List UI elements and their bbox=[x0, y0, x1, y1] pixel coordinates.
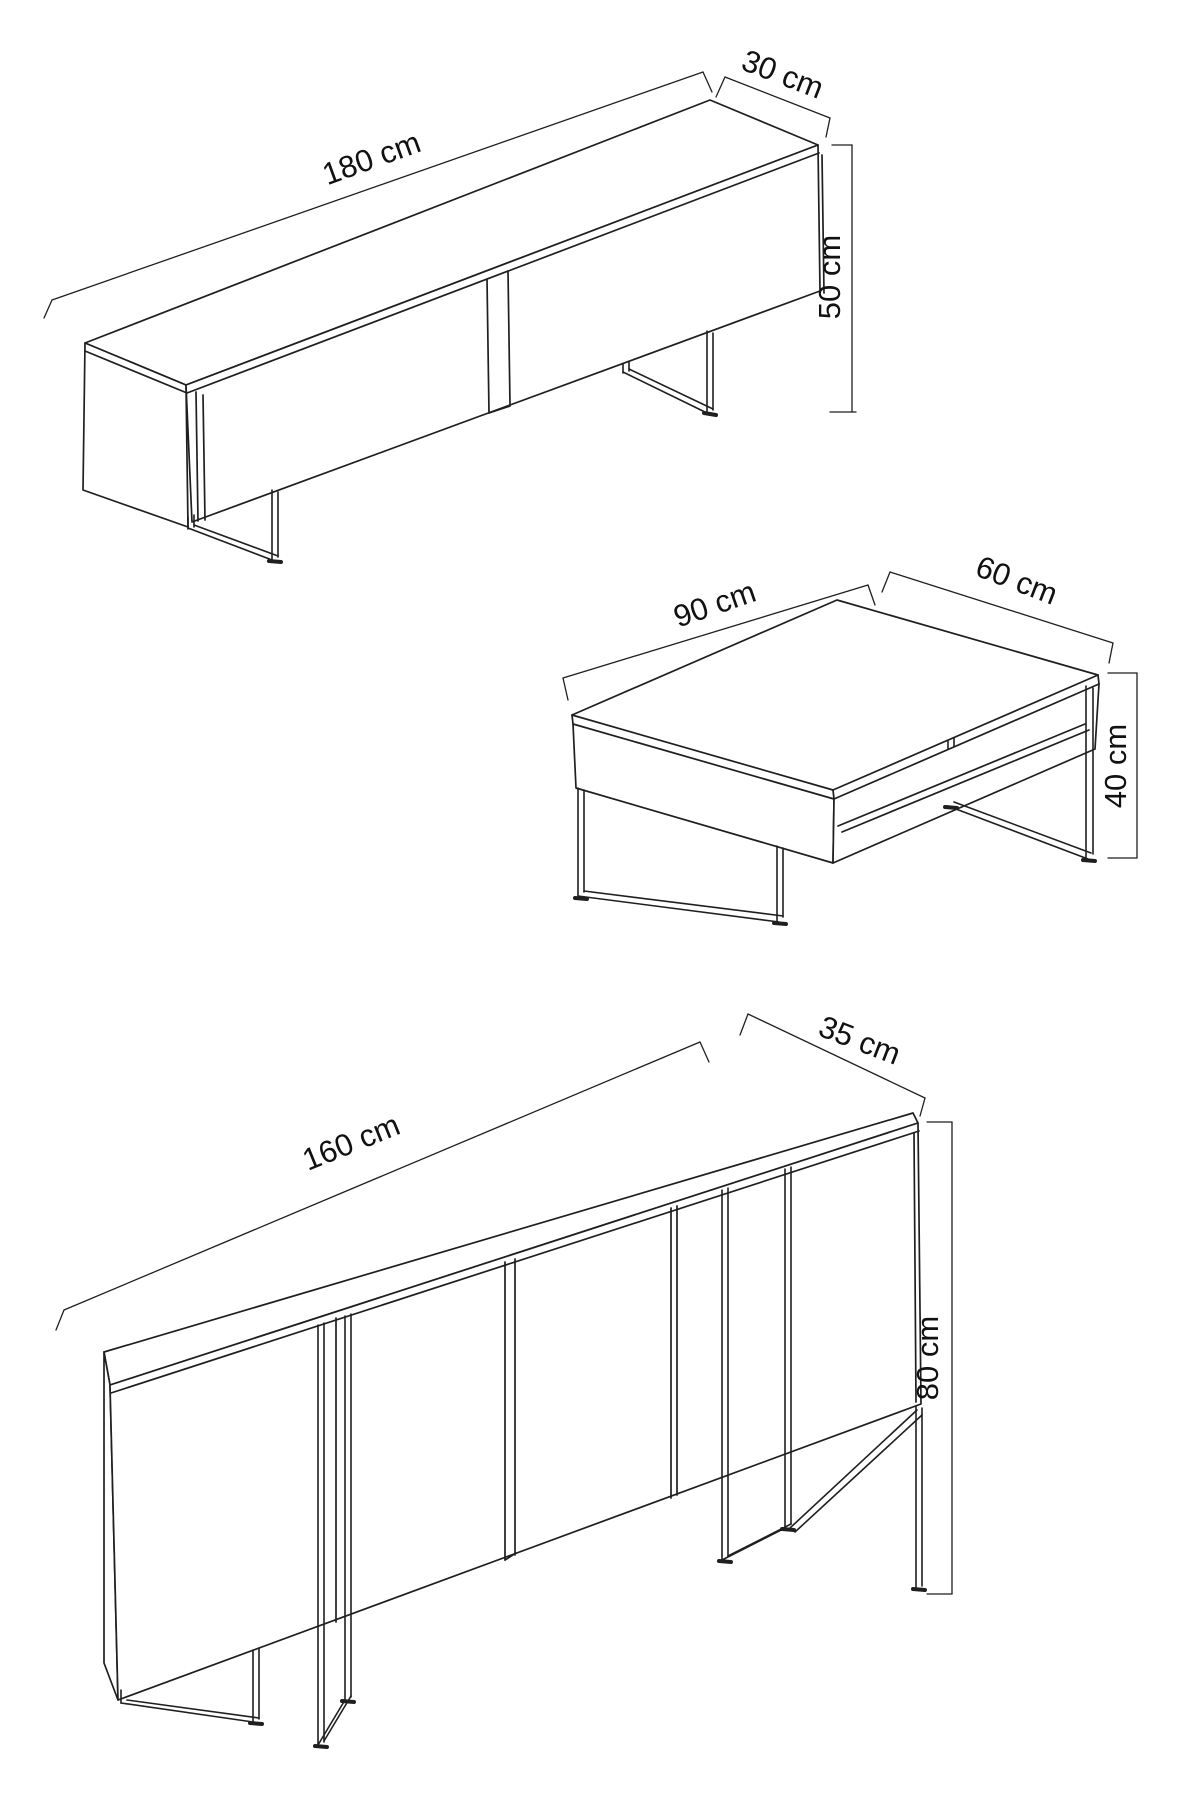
sideboard-width-label: 160 cm bbox=[297, 1106, 405, 1178]
tv-stand-height-label: 50 cm bbox=[812, 234, 847, 320]
sideboard-drawing bbox=[56, 1009, 952, 1747]
sideboard-depth-label: 35 cm bbox=[814, 1008, 906, 1072]
coffee-table-drawing bbox=[563, 549, 1137, 924]
tv-stand-depth-label: 30 cm bbox=[737, 42, 829, 106]
sideboard-depth-dimension bbox=[740, 1009, 925, 1116]
tv-stand-drawing bbox=[44, 43, 856, 562]
coffee-table-depth-label: 60 cm bbox=[971, 548, 1063, 612]
coffee-table-width-label: 90 cm bbox=[668, 573, 761, 635]
coffee-table-height-label: 40 cm bbox=[1098, 723, 1133, 809]
tv-stand-width-label: 180 cm bbox=[317, 124, 426, 192]
sideboard-height-label: 80 cm bbox=[910, 1315, 945, 1401]
coffee-table-height-dimension bbox=[1098, 673, 1137, 858]
